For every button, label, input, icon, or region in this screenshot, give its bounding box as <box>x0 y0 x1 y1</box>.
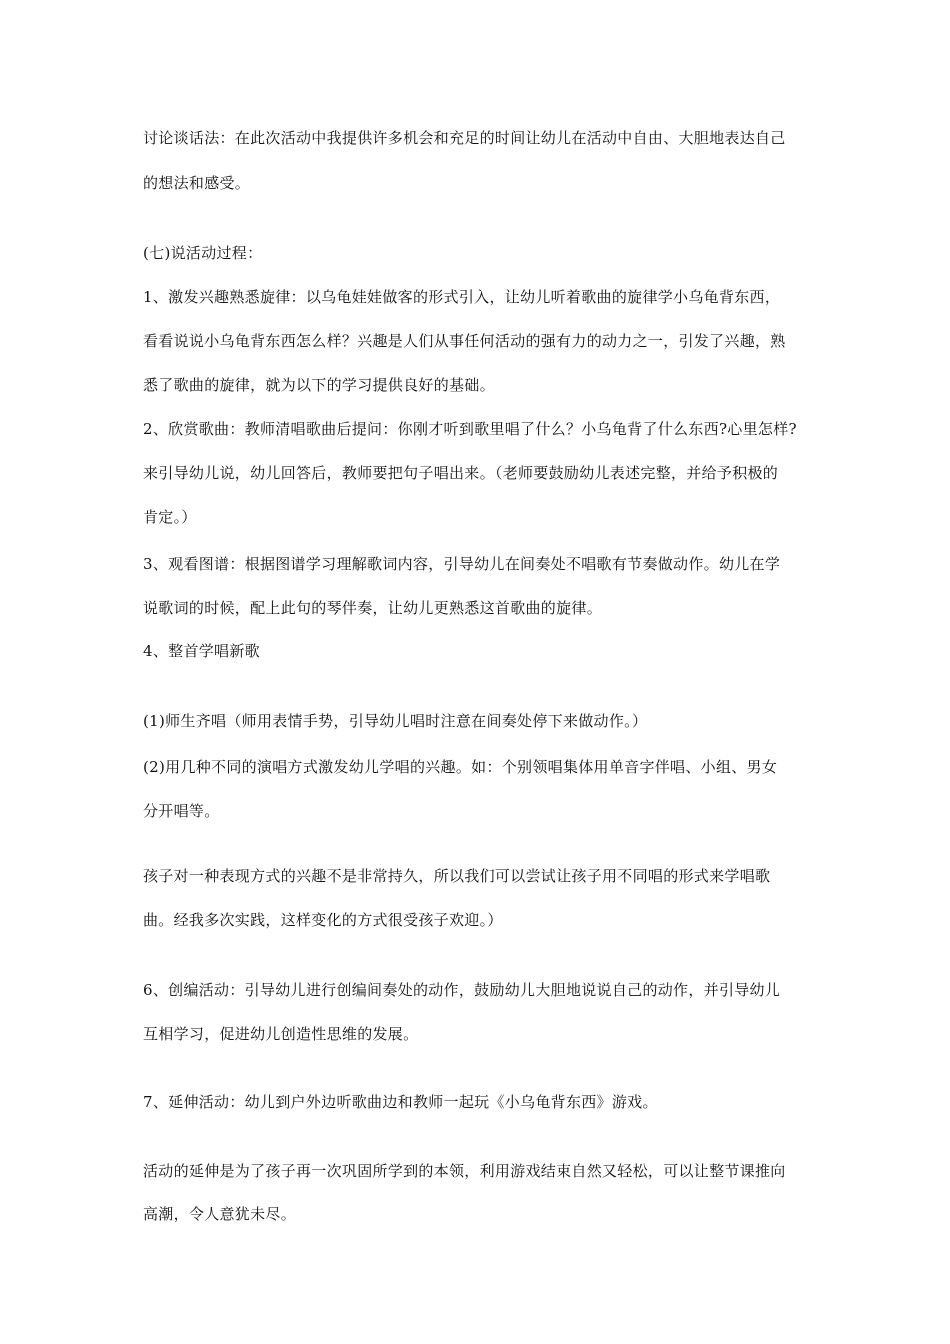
text-line: 3、观看图谱：根据图谱学习理解歌词内容，引导幼儿在间奏处不唱歌有节奏做动作。幼儿在学 <box>143 555 781 573</box>
text-line: 活动的延伸是为了孩子再一次巩固所学到的本领，利用游戏结束自然又轻松，可以让整节课推向 <box>143 1162 786 1180</box>
text-line: 说歌词的时候，配上此句的琴伴奏，让幼儿更熟悉这首歌曲的旋律。 <box>143 599 603 617</box>
text-line: 悉了歌曲的旋律，就为以下的学习提供良好的基础。 <box>143 376 495 394</box>
text-line: 7、延伸活动：幼儿到户外边听歌曲边和教师一起玩《小乌龟背东西》游戏。 <box>143 1093 658 1111</box>
text-line: 曲。经我多次实践，这样变化的方式很受孩子欢迎。） <box>143 911 503 929</box>
text-line: 1、激发兴趣熟悉旋律：以乌龟娃娃做客的形式引入，让幼儿听着歌曲的旋律学小乌龟背东西， <box>143 288 781 306</box>
text-line: 的想法和感受。 <box>143 174 251 192</box>
text-line: 孩子对一种表现方式的兴趣不是非常持久，所以我们可以尝试让孩子用不同唱的形式来学唱歌 <box>143 867 771 885</box>
text-line: 讨论谈话法：在此次活动中我提供许多机会和充足的时间让幼儿在活动中自由、大胆地表达自己 <box>143 129 786 147</box>
text-line: 6、创编活动：引导幼儿进行创编间奏处的动作，鼓励幼儿大胆地说说自己的动作，并引导幼儿 <box>143 981 781 999</box>
text-line: 肯定。） <box>143 508 197 526</box>
text-line: 来引导幼儿说，幼儿回答后，教师要把句子唱出来。（老师要鼓励幼儿表述完整，并给予积极的 <box>143 464 779 482</box>
text-line: 看看说说小乌龟背东西怎么样？兴趣是人们从事任何活动的强有力的动力之一，引发了兴趣，熟 <box>143 332 786 350</box>
text-line: (2)用几种不同的演唱方式激发幼儿学唱的兴趣。如：个别领唱集体用单音字伴唱、小组、男女 <box>143 758 778 776</box>
text-line: 2、欣赏歌曲：教师清唱歌曲后提问：你刚才听到歌里唱了什么？小乌龟背了什么东西?心里怎样? <box>143 420 797 438</box>
text-line: (1)师生齐唱（师用表情手势，引导幼儿唱时注意在间奏处停下来做动作。） <box>143 712 648 730</box>
text-line: 互相学习，促进幼儿创造性思维的发展。 <box>143 1025 419 1043</box>
text-line: 高潮，令人意犹未尽。 <box>143 1205 297 1223</box>
text-line: 分开唱等。 <box>143 802 220 820</box>
section-heading: (七)说活动过程： <box>143 244 263 262</box>
text-line: 4、整首学唱新歌 <box>143 642 260 660</box>
